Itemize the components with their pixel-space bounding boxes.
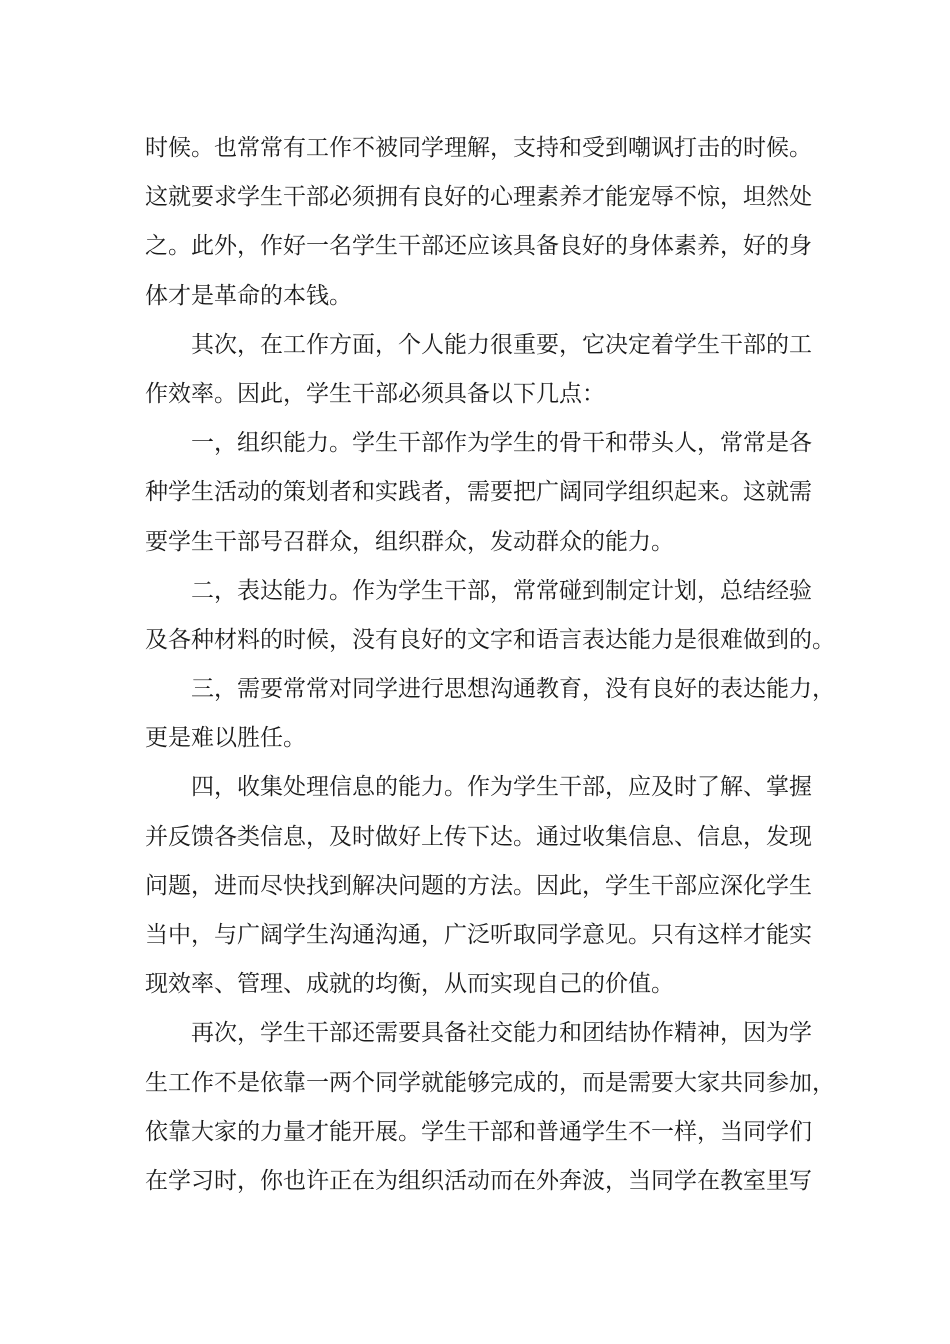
text-line: 更是难以胜任。 [145,725,306,752]
body-text [145,124,835,1206]
text-line: 作效率。因此，学生干部必须具备以下几点： [145,380,605,407]
text-line: 种学生活动的策划者和实践者，需要把广阔同学组织起来。这就需 [145,479,812,506]
paragraph-first-line: 二，表达能力。作为学生干部，常常碰到制定计划，总结经验 [191,577,812,604]
text-line: 时候。也常常有工作不被同学理解，支持和受到嘲讽打击的时候。 [145,135,812,161]
paragraph-first-line: 其次，在工作方面，个人能力很重要，它决定着学生干部的工 [191,331,812,358]
text-line: 生工作不是依靠一两个同学就能够完成的，而是需要大家共同参加， [145,1069,835,1096]
text-line: 要学生干部号召群众，组织群众，发动群众的能力。 [145,528,674,555]
text-line: 并反馈各类信息，及时做好上传下达。通过收集信息、信息，发现 [145,823,812,850]
text-line: 当中，与广阔学生沟通沟通，广泛听取同学意见。只有这样才能实 [145,922,812,948]
text-line: 在学习时，你也许正在为组织活动而在外奔波，当同学在教室里写 [145,1167,812,1194]
text-line: 现效率、管理、成就的均衡，从而实现自己的价值。 [145,971,674,998]
text-line: 之。此外，作好一名学生干部还应该具备良好的身体素养，好的身 [145,233,812,260]
paragraph-first-line: 三，需要常常对同学进行思想沟通教育，没有良好的表达能力， [191,676,835,703]
text-line: 这就要求学生干部必须拥有良好的心理素养才能宠辱不惊，坦然处 [145,184,812,211]
text-line: 依靠大家的力量才能开展。学生干部和普通学生不一样，当同学们 [145,1118,812,1145]
text-line: 及各种材料的时候，没有良好的文字和语言表达能力是很难做到的。 [145,626,835,653]
paragraph-first-line: 四，收集处理信息的能力。作为学生干部，应及时了解、掌握 [191,774,812,801]
paragraph-first-line: 再次，学生干部还需要具备社交能力和团结协作精神，因为学 [191,1020,812,1047]
paragraph-first-line: 一，组织能力。学生干部作为学生的骨干和带头人，常常是各 [191,430,812,457]
text-line: 问题，进而尽快找到解决问题的方法。因此，学生干部应深化学生 [145,872,812,899]
text-line: 体才是革命的本钱。 [145,282,352,309]
